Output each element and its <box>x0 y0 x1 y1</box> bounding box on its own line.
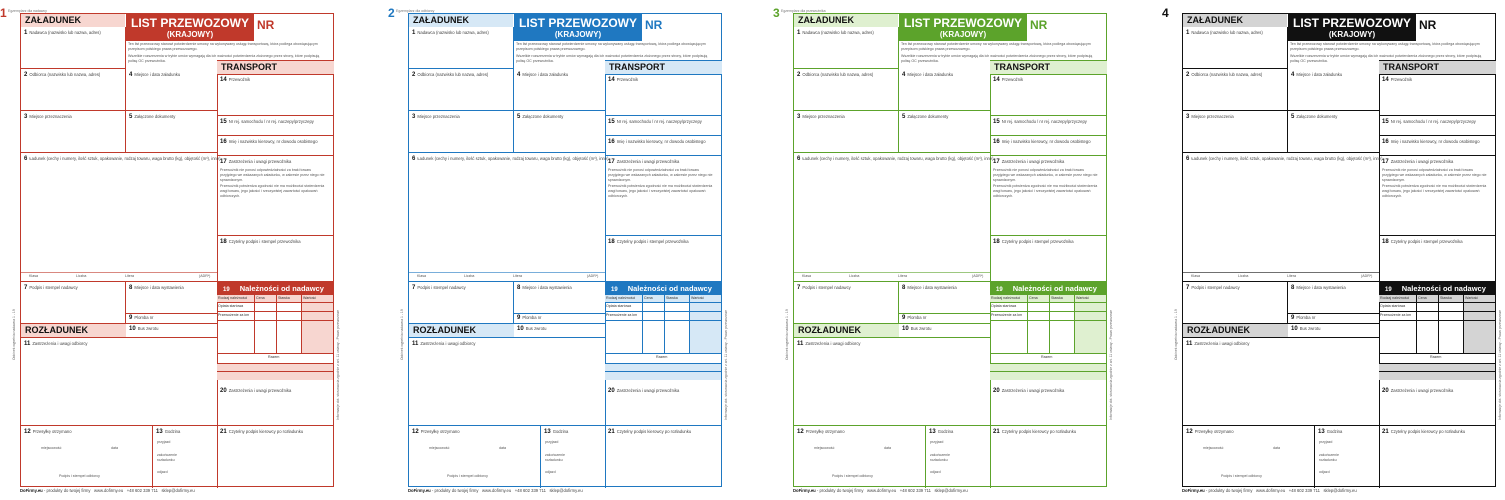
field-9-seal[interactable]: 9 Plomba nr <box>514 314 606 324</box>
waybill-form <box>793 13 1107 487</box>
field-12-received[interactable]: 12 Przesyłkę otrzymano miejscowość data Podpis i stempel odbiorcy <box>1183 426 1315 488</box>
row-per-km: Przewożenie za km <box>990 312 1028 321</box>
field-7-sender-signature[interactable]: 7 Podpis i stempel nadawcy <box>1183 282 1288 324</box>
intro-text-2: Wszelkie rozszerzenia w trybie umów wymagają dla ich ważności potwierdzenia złożonego przez strony, które podpisują polisę OC przewoźnika. <box>516 54 708 63</box>
field-9-seal[interactable]: 9 Plomba nr <box>126 314 218 324</box>
intro-text-1: Ten list przewozowy stanowi potwierdzenie umowy na wykonywany usługę transportową, która podlega obowiązującym przepisom polskiego prawa przewozowego. <box>1290 42 1480 51</box>
field-3-destination[interactable]: 3 Miejsce przeznaczenia <box>21 111 126 153</box>
field-18-carrier-signature[interactable]: 18 Czytelny podpis i stempel przewoźnika <box>217 236 334 282</box>
field-14-carrier[interactable]: 14 Przewoźnik <box>605 74 722 116</box>
field-11-recipient-remarks[interactable]: 11 Zastrzeżenia i uwagi odbiorcy <box>1183 338 1380 426</box>
col-price: Cena <box>255 295 277 303</box>
field-15-registration[interactable]: 15 Nr rej. samochodu / nr rej. naczepy/przyczepy <box>990 116 1107 136</box>
title-text: LIST PRZEWOZOWY <box>519 16 637 30</box>
departure-label: odjazd <box>545 470 556 474</box>
footer-web[interactable]: www.dofirmy.eu <box>866 488 897 493</box>
intro-text-2: Wszelkie rozszerzenia w trybie umów wymagają dla ich ważności potwierdzenia złożonego przez strony, które podpisują polisę OC przewoźnika. <box>901 54 1093 63</box>
field-18-carrier-signature[interactable]: 18 Czytelny podpis i stempel przewoźnika <box>1379 236 1496 282</box>
footer-phone: +48 602 339 711 <box>1288 488 1320 493</box>
recipient-signature-label: Podpis i stempel odbiorcy <box>447 474 488 478</box>
copy-note: Egzemplarz dla nadawcy <box>8 9 47 13</box>
field-3-destination[interactable]: 3 Miejsce przeznaczenia <box>794 111 899 153</box>
footer-phone: +48 602 339 711 <box>514 488 546 493</box>
footer-brand: DoFirmy.eu <box>20 488 43 493</box>
carrier-note-1: Przewoźnik nie ponosi odpowiedzialności za braki towaru przyjętego we wskazanych załadunku, w zakresie przez niego nie sprawdzonym. <box>1382 168 1487 182</box>
nr-label: NR <box>1419 18 1437 32</box>
field-2-recipient[interactable]: 2 Odbiorca (nazwisko lub nazwa, adres) <box>409 69 514 111</box>
klasa-label: Klasa <box>1191 274 1200 278</box>
arrival-label: przyjazd <box>545 440 559 444</box>
field-12-received[interactable]: 12 Przesyłkę otrzymano miejscowość data Podpis i stempel odbiorcy <box>794 426 926 488</box>
place-label: miejscowość <box>1203 446 1224 450</box>
intro-text-1: Ten list przewozowy stanowi potwierdzenie umowy na wykonywany usługę transportową, która podlega obowiązującym przepisom polskiego prawa przewozowego. <box>901 42 1091 51</box>
col-rate: Stawka <box>277 295 302 303</box>
field-16-driver[interactable]: 16 Imię i nazwisko kierowcy, nr dowodu osobistego <box>990 136 1107 156</box>
field-20-carrier-remarks[interactable]: 20 Zastrzeżenia i uwagi przewoźnika <box>1379 385 1496 426</box>
subtitle-text: (KRAJOWY) <box>1328 30 1376 39</box>
footer-brand: DoFirmy.eu <box>1182 488 1205 493</box>
waybill-title <box>899 14 1027 41</box>
vertical-note-left: Odcinek wypełnia nadawca 1 - 19 <box>785 309 789 360</box>
row-start-fee: Opłata startowa <box>605 303 643 312</box>
vertical-note-right: Informacje dot. stosowania zgodnie z art. 11 ustawy - Prawo przewozowe <box>336 310 340 420</box>
footer-email[interactable]: sklep@dofirmy.eu <box>1323 488 1357 493</box>
field-13-times[interactable]: 13 Godzina przyjazd zakończenie rozładunku odjazd <box>541 426 606 488</box>
unloading-end-label: zakończenie rozładunku <box>930 453 950 462</box>
field-11-recipient-remarks[interactable]: 11 Zastrzeżenia i uwagi odbiorcy <box>21 338 218 426</box>
arrival-label: przyjazd <box>1319 440 1333 444</box>
col-rate: Stawka <box>1439 295 1464 303</box>
arrival-label: przyjazd <box>930 440 944 444</box>
col-type: Rodzaj należności <box>1379 295 1417 303</box>
field-6-cargo[interactable]: 6 Ładunek (cechy i numery, ilość sztuk, opakowanie, rodzaj towaru, waga brutto (kg), objętość (m³), inne) <box>21 153 218 282</box>
copy-number: 1 <box>0 6 7 20</box>
col-value: Wartość <box>302 295 334 303</box>
adr-line <box>409 272 606 273</box>
transport-header: TRANSPORT <box>217 60 334 75</box>
carrier-note-2: Przewoźnik potwierdza zgodność nie ma możliwości stwierdzenia wagi towaru, jego jakości i rzeczywistej zawartości opakowań odbiorczych. <box>608 184 713 198</box>
nr-label: NR <box>1030 18 1048 32</box>
departure-label: odjazd <box>157 470 168 474</box>
field-2-recipient[interactable]: 2 Odbiorca (nazwisko lub nazwa, adres) <box>21 69 126 111</box>
row-per-km: Przewożenie za km <box>605 312 643 321</box>
field-6-cargo[interactable]: 6 Ładunek (cechy i numery, ilość sztuk, opakowanie, rodzaj towaru, waga brutto (kg), objętość (m³), inne) <box>409 153 606 282</box>
footer-email[interactable]: sklep@dofirmy.eu <box>934 488 968 493</box>
col-type: Rodzaj należności <box>217 295 255 303</box>
field-4-loading-place[interactable]: 4 Miejsce i data załadunku <box>899 69 991 111</box>
field-21-driver-signature[interactable]: 21 Czytelny podpis kierowcy po rozładunku <box>993 429 1077 435</box>
subtitle-text: (KRAJOWY) <box>554 30 602 39</box>
field-13-times[interactable]: 13 Godzina przyjazd zakończenie rozładunku odjazd <box>926 426 991 488</box>
field-5-documents[interactable]: 5 Załączone dokumenty <box>126 111 218 153</box>
field-15-registration[interactable]: 15 Nr rej. samochodu / nr rej. naczepy/przyczepy <box>605 116 722 136</box>
vertical-note-right: Informacje dot. stosowania zgodnie z art. 11 ustawy - Prawo przewozowe <box>1498 310 1502 420</box>
adr-line <box>1183 272 1380 273</box>
carrier-note-1: Przewoźnik nie ponosi odpowiedzialności za braki towaru przyjętego we wskazanych załadunku, w zakresie przez niego nie sprawdzonym. <box>993 168 1098 182</box>
transport-header: TRANSPORT <box>1379 60 1496 75</box>
section-19-header: 19 Należności od nadawcy <box>1379 282 1496 295</box>
field-15-registration[interactable]: 15 Nr rej. samochodu / nr rej. naczepy/przyczepy <box>217 116 334 136</box>
row-start-fee: Opłata startowa <box>217 303 255 312</box>
title-text: LIST PRZEWOZOWY <box>904 16 1022 30</box>
waybill-form <box>20 13 334 487</box>
footer <box>408 488 583 493</box>
field-21-driver-signature[interactable]: 21 Czytelny podpis kierowcy po rozładunku <box>1382 429 1466 435</box>
field-20-carrier-remarks[interactable]: 20 Zastrzeżenia i uwagi przewoźnika <box>990 385 1107 426</box>
footer-brand: DoFirmy.eu <box>408 488 431 493</box>
charges-table[interactable] <box>990 295 1107 385</box>
place-label: miejscowość <box>429 446 450 450</box>
unloading-end-label: zakończenie rozładunku <box>157 453 177 462</box>
title-text: LIST PRZEWOZOWY <box>131 16 249 30</box>
waybill-form <box>408 13 722 487</box>
field-17-carrier-remarks[interactable]: 17 Zastrzeżenia i uwagi przewoźnika Przewoźnik nie ponosi odpowiedzialności za braki towaru przyjętego we wskazanych załadunku, w zakresie przez niego nie sprawdzonym. Przewoźnik potwierdza zgodność nie ma możliwości stwierdzenia wagi towaru, jego jakości i rzeczywistej zawartości opakowań odbiorczych. <box>1379 156 1496 236</box>
field-3-destination[interactable]: 3 Miejsce przeznaczenia <box>409 111 514 153</box>
field-10-return[interactable]: 10 Bus zwrotu <box>1288 324 1380 338</box>
field-11-recipient-remarks[interactable]: 11 Zastrzeżenia i uwagi odbiorcy <box>794 338 991 426</box>
row-start-fee: Opłata startowa <box>990 303 1028 312</box>
liczba-label: Liczba <box>1238 274 1249 278</box>
field-11-recipient-remarks[interactable]: 11 Zastrzeżenia i uwagi odbiorcy <box>409 338 606 426</box>
recipient-signature-label: Podpis i stempel odbiorcy <box>832 474 873 478</box>
klasa-label: Klasa <box>417 274 426 278</box>
field-7-sender-signature[interactable]: 7 Podpis i stempel nadawcy <box>409 282 514 324</box>
field-20-carrier-remarks[interactable]: 20 Zastrzeżenia i uwagi przewoźnika <box>605 385 722 426</box>
copy-note: Egzemplarz dla odbiorcy <box>396 9 435 13</box>
liczba-label: Liczba <box>76 274 87 278</box>
waybill-copy <box>388 0 728 500</box>
field-4-loading-place[interactable]: 4 Miejsce i data załadunku <box>1288 69 1380 111</box>
field-1-sender[interactable]: 1 Nadawca (nazwisko lub nazwa, adres) <box>794 27 899 69</box>
col-value: Wartość <box>1075 295 1107 303</box>
field-14-carrier[interactable]: 14 Przewoźnik <box>990 74 1107 116</box>
col-price: Cena <box>643 295 665 303</box>
zaladunek-header: ZAŁADUNEK <box>21 14 125 27</box>
adr-line <box>21 272 218 273</box>
subtitle-text: (KRAJOWY) <box>166 30 214 39</box>
waybill-title <box>1288 14 1416 41</box>
departure-label: odjazd <box>1319 470 1330 474</box>
unloading-end-label: zakończenie rozładunku <box>545 453 565 462</box>
field-5-documents[interactable]: 5 Załączone dokumenty <box>899 111 991 153</box>
total-label: Razem <box>656 355 668 359</box>
adr-label: (ADR*) <box>972 274 984 278</box>
footer-phone: +48 602 339 711 <box>899 488 931 493</box>
col-value: Wartość <box>690 295 722 303</box>
carrier-note-1: Przewoźnik nie ponosi odpowiedzialności za braki towaru przyjętego we wskazanych załadunku, w zakresie przez niego nie sprawdzonym. <box>220 168 325 182</box>
vertical-note-left: Odcinek wypełnia nadawca 1 - 19 <box>400 309 404 360</box>
carrier-note-1: Przewoźnik nie ponosi odpowiedzialności za braki towaru przyjętego we wskazanych załadunku, w zakresie przez niego nie sprawdzonym. <box>608 168 713 182</box>
field-20-carrier-remarks[interactable]: 20 Zastrzeżenia i uwagi przewoźnika <box>217 385 334 426</box>
footer <box>793 488 968 493</box>
litera-label: Litera <box>125 274 134 278</box>
footer-web[interactable]: www.dofirmy.eu <box>481 488 512 493</box>
field-2-recipient[interactable]: 2 Odbiorca (nazwisko lub nazwa, adres) <box>1183 69 1288 111</box>
field-16-driver[interactable]: 16 Imię i nazwisko kierowcy, nr dowodu osobistego <box>217 136 334 156</box>
transport-header: TRANSPORT <box>605 60 722 75</box>
field-10-return[interactable]: 10 Bus zwrotu <box>126 324 218 338</box>
field-12-received[interactable]: 12 Przesyłkę otrzymano miejscowość data Podpis i stempel odbiorcy <box>409 426 541 488</box>
date-label: data <box>884 446 891 450</box>
footer-email[interactable]: sklep@dofirmy.eu <box>161 488 195 493</box>
date-label: data <box>499 446 506 450</box>
vertical-note-left: Odcinek wypełnia nadawca 1 - 19 <box>1174 309 1178 360</box>
total-label: Razem <box>268 355 280 359</box>
field-17-carrier-remarks[interactable]: 17 Zastrzeżenia i uwagi przewoźnika Przewoźnik nie ponosi odpowiedzialności za braki towaru przyjętego we wskazanych załadunku, w zakresie przez niego nie sprawdzonym. Przewoźnik potwierdza zgodność nie ma możliwości stwierdzenia wagi towaru, jego jakości i rzeczywistej zawartości opakowań odbiorczych. <box>605 156 722 236</box>
field-6-cargo[interactable]: 6 Ładunek (cechy i numery, ilość sztuk, opakowanie, rodzaj towaru, waga brutto (kg), objętość (m³), inne) <box>794 153 991 282</box>
col-price: Cena <box>1417 295 1439 303</box>
intro-text-2: Wszelkie rozszerzenia w trybie umów wymagają dla ich ważności potwierdzenia złożonego przez strony, które podpisują polisę OC przewoźnika. <box>1290 54 1482 63</box>
field-7-sender-signature[interactable]: 7 Podpis i stempel nadawcy <box>21 282 126 324</box>
zaladunek-header: ZAŁADUNEK <box>794 14 898 27</box>
waybill-copy <box>773 0 1113 500</box>
field-17-carrier-remarks[interactable]: 17 Zastrzeżenia i uwagi przewoźnika Przewoźnik nie ponosi odpowiedzialności za braki towaru przyjętego we wskazanych załadunku, w zakresie przez niego nie sprawdzonym. Przewoźnik potwierdza zgodność nie ma możliwości stwierdzenia wagi towaru, jego jakości i rzeczywistej zawartości opakowań odbiorczych. <box>217 156 334 236</box>
title-text: LIST PRZEWOZOWY <box>1293 16 1411 30</box>
waybill-title <box>514 14 642 41</box>
charges-table[interactable] <box>1379 295 1496 385</box>
row-start-fee: Opłata startowa <box>1379 303 1417 312</box>
carrier-note-2: Przewoźnik potwierdza zgodność nie ma możliwości stwierdzenia wagi towaru, jego jakości i rzeczywistej zawartości opakowań odbiorczych. <box>993 184 1098 198</box>
footer-phone: +48 602 339 711 <box>126 488 158 493</box>
carrier-note-2: Przewoźnik potwierdza zgodność nie ma możliwości stwierdzenia wagi towaru, jego jakości i rzeczywistej zawartości opakowań odbiorczych. <box>220 184 325 198</box>
rozladunek-header: ROZŁADUNEK <box>409 324 514 338</box>
intro-text-2: Wszelkie rozszerzenia w trybie umów wymagają dla ich ważności potwierdzenia złożonego przez strony, które podpisują polisę OC przewoźnika. <box>128 54 320 63</box>
date-label: data <box>1273 446 1280 450</box>
field-6-cargo[interactable]: 6 Ładunek (cechy i numery, ilość sztuk, opakowanie, rodzaj towaru, waga brutto (kg), objętość (m³), inne) <box>1183 153 1380 282</box>
section-19-header: 19 Należności od nadawcy <box>990 282 1107 295</box>
adr-line <box>794 272 991 273</box>
field-13-times[interactable]: 13 Godzina przyjazd zakończenie rozładunku odjazd <box>153 426 218 488</box>
unloading-end-label: zakończenie rozładunku <box>1319 453 1339 462</box>
col-rate: Stawka <box>1050 295 1075 303</box>
litera-label: Litera <box>898 274 907 278</box>
copy-note: Egzemplarz dla przewoźnika <box>781 9 826 13</box>
row-per-km: Przewożenie za km <box>217 312 255 321</box>
field-8-issue-place[interactable]: 8 Miejsce i data wystawienia <box>1288 282 1380 314</box>
waybill-copy <box>1162 0 1502 500</box>
field-4-loading-place[interactable]: 4 Miejsce i data załadunku <box>126 69 218 111</box>
field-9-seal[interactable]: 9 Plomba nr <box>899 314 991 324</box>
section-19-header: 19 Należności od nadawcy <box>217 282 334 295</box>
field-15-registration[interactable]: 15 Nr rej. samochodu / nr rej. naczepy/przyczepy <box>1379 116 1496 136</box>
footer <box>20 488 195 493</box>
col-rate: Stawka <box>665 295 690 303</box>
adr-label: (ADR*) <box>199 274 211 278</box>
field-1-sender[interactable]: 1 Nadawca (nazwisko lub nazwa, adres) <box>409 27 514 69</box>
place-label: miejscowość <box>41 446 62 450</box>
carrier-note-2: Przewoźnik potwierdza zgodność nie ma możliwości stwierdzenia wagi towaru, jego jakości i rzeczywistej zawartości opakowań odbiorczych. <box>1382 184 1487 198</box>
arrival-label: przyjazd <box>157 440 171 444</box>
field-14-carrier[interactable]: 14 Przewoźnik <box>217 74 334 116</box>
footer-web[interactable]: www.dofirmy.eu <box>93 488 124 493</box>
field-2-recipient[interactable]: 2 Odbiorca (nazwisko lub nazwa, adres) <box>794 69 899 111</box>
adr-label: (ADR*) <box>1361 274 1373 278</box>
litera-label: Litera <box>513 274 522 278</box>
field-1-sender[interactable]: 1 Nadawca (nazwisko lub nazwa, adres) <box>21 27 126 69</box>
recipient-signature-label: Podpis i stempel odbiorcy <box>1221 474 1262 478</box>
field-5-documents[interactable]: 5 Załączone dokumenty <box>1288 111 1380 153</box>
vertical-note-right: Informacje dot. stosowania zgodnie z art. 11 ustawy - Prawo przewozowe <box>1109 310 1113 420</box>
row-per-km: Przewożenie za km <box>1379 312 1417 321</box>
footer-tagline: - produkty do twojej firmy <box>431 488 479 493</box>
field-21-driver-signature[interactable]: 21 Czytelny podpis kierowcy po rozładunku <box>608 429 692 435</box>
vertical-note-left: Odcinek wypełnia nadawca 1 - 19 <box>12 309 16 360</box>
zaladunek-header: ZAŁADUNEK <box>409 14 513 27</box>
section-19-header: 19 Należności od nadawcy <box>605 282 722 295</box>
field-1-sender[interactable]: 1 Nadawca (nazwisko lub nazwa, adres) <box>1183 27 1288 69</box>
field-17-carrier-remarks[interactable]: 17 Zastrzeżenia i uwagi przewoźnika Przewoźnik nie ponosi odpowiedzialności za braki towaru przyjętego we wskazanych załadunku, w zakresie przez niego nie sprawdzonym. Przewoźnik potwierdza zgodność nie ma możliwości stwierdzenia wagi towaru, jego jakości i rzeczywistej zawartości opakowań odbiorczych. <box>990 156 1107 236</box>
field-12-received[interactable]: 12 Przesyłkę otrzymano miejscowość data Podpis i stempel odbiorcy <box>21 426 153 488</box>
vertical-note-right: Informacje dot. stosowania zgodnie z art. 11 ustawy - Prawo przewozowe <box>724 310 728 420</box>
place-label: miejscowość <box>814 446 835 450</box>
charges-table[interactable] <box>217 295 334 385</box>
rozladunek-header: ROZŁADUNEK <box>794 324 899 338</box>
klasa-label: Klasa <box>29 274 38 278</box>
subtitle-text: (KRAJOWY) <box>939 30 987 39</box>
field-8-issue-place[interactable]: 8 Miejsce i data wystawienia <box>126 282 218 314</box>
footer-tagline: - produkty do twojej firmy <box>816 488 864 493</box>
field-13-times[interactable]: 13 Godzina przyjazd zakończenie rozładunku odjazd <box>1315 426 1380 488</box>
footer-brand: DoFirmy.eu <box>793 488 816 493</box>
field-8-issue-place[interactable]: 8 Miejsce i data wystawienia <box>514 282 606 314</box>
field-7-sender-signature[interactable]: 7 Podpis i stempel nadawcy <box>794 282 899 324</box>
field-14-carrier[interactable]: 14 Przewoźnik <box>1379 74 1496 116</box>
adr-label: (ADR*) <box>587 274 599 278</box>
klasa-label: Klasa <box>802 274 811 278</box>
field-16-driver[interactable]: 16 Imię i nazwisko kierowcy, nr dowodu osobistego <box>605 136 722 156</box>
waybill-title <box>126 14 254 41</box>
rozladunek-header: ROZŁADUNEK <box>1183 324 1288 338</box>
col-price: Cena <box>1028 295 1050 303</box>
field-16-driver[interactable]: 16 Imię i nazwisko kierowcy, nr dowodu osobistego <box>1379 136 1496 156</box>
litera-label: Litera <box>1287 274 1296 278</box>
field-5-documents[interactable]: 5 Załączone dokumenty <box>514 111 606 153</box>
intro-text-1: Ten list przewozowy stanowi potwierdzenie umowy na wykonywany usługę transportową, która podlega obowiązującym przepisom polskiego prawa przewozowego. <box>128 42 318 51</box>
date-label: data <box>111 446 118 450</box>
waybill-copy <box>0 0 340 500</box>
field-21-driver-signature[interactable]: 21 Czytelny podpis kierowcy po rozładunku <box>220 429 304 435</box>
copy-number: 4 <box>1162 6 1169 20</box>
nr-label: NR <box>645 18 663 32</box>
recipient-signature-label: Podpis i stempel odbiorcy <box>59 474 100 478</box>
liczba-label: Liczba <box>849 274 860 278</box>
footer <box>1182 488 1357 493</box>
field-8-issue-place[interactable]: 8 Miejsce i data wystawienia <box>899 282 991 314</box>
rozladunek-header: ROZŁADUNEK <box>21 324 126 338</box>
footer-email[interactable]: sklep@dofirmy.eu <box>549 488 583 493</box>
field-4-loading-place[interactable]: 4 Miejsce i data załadunku <box>514 69 606 111</box>
total-label: Razem <box>1430 355 1442 359</box>
col-type: Rodzaj należności <box>990 295 1028 303</box>
footer-tagline: - produkty do twojej firmy <box>43 488 91 493</box>
departure-label: odjazd <box>930 470 941 474</box>
transport-header: TRANSPORT <box>990 60 1107 75</box>
field-10-return[interactable]: 10 Bus zwrotu <box>899 324 991 338</box>
copy-number: 2 <box>388 6 395 20</box>
intro-text-1: Ten list przewozowy stanowi potwierdzenie umowy na wykonywany usługę transportową, która podlega obowiązującym przepisom polskiego prawa przewozowego. <box>516 42 706 51</box>
footer-tagline: - produkty do twojej firmy <box>1205 488 1253 493</box>
copy-number: 3 <box>773 6 780 20</box>
field-3-destination[interactable]: 3 Miejsce przeznaczenia <box>1183 111 1288 153</box>
col-value: Wartość <box>1464 295 1496 303</box>
footer-web[interactable]: www.dofirmy.eu <box>1255 488 1286 493</box>
field-10-return[interactable]: 10 Bus zwrotu <box>514 324 606 338</box>
field-9-seal[interactable]: 9 Plomba nr <box>1288 314 1380 324</box>
liczba-label: Liczba <box>464 274 475 278</box>
field-18-carrier-signature[interactable]: 18 Czytelny podpis i stempel przewoźnika <box>605 236 722 282</box>
zaladunek-header: ZAŁADUNEK <box>1183 14 1287 27</box>
total-label: Razem <box>1041 355 1053 359</box>
col-type: Rodzaj należności <box>605 295 643 303</box>
field-18-carrier-signature[interactable]: 18 Czytelny podpis i stempel przewoźnika <box>990 236 1107 282</box>
nr-label: NR <box>257 18 275 32</box>
charges-table[interactable] <box>605 295 722 385</box>
waybill-form <box>1182 13 1496 487</box>
